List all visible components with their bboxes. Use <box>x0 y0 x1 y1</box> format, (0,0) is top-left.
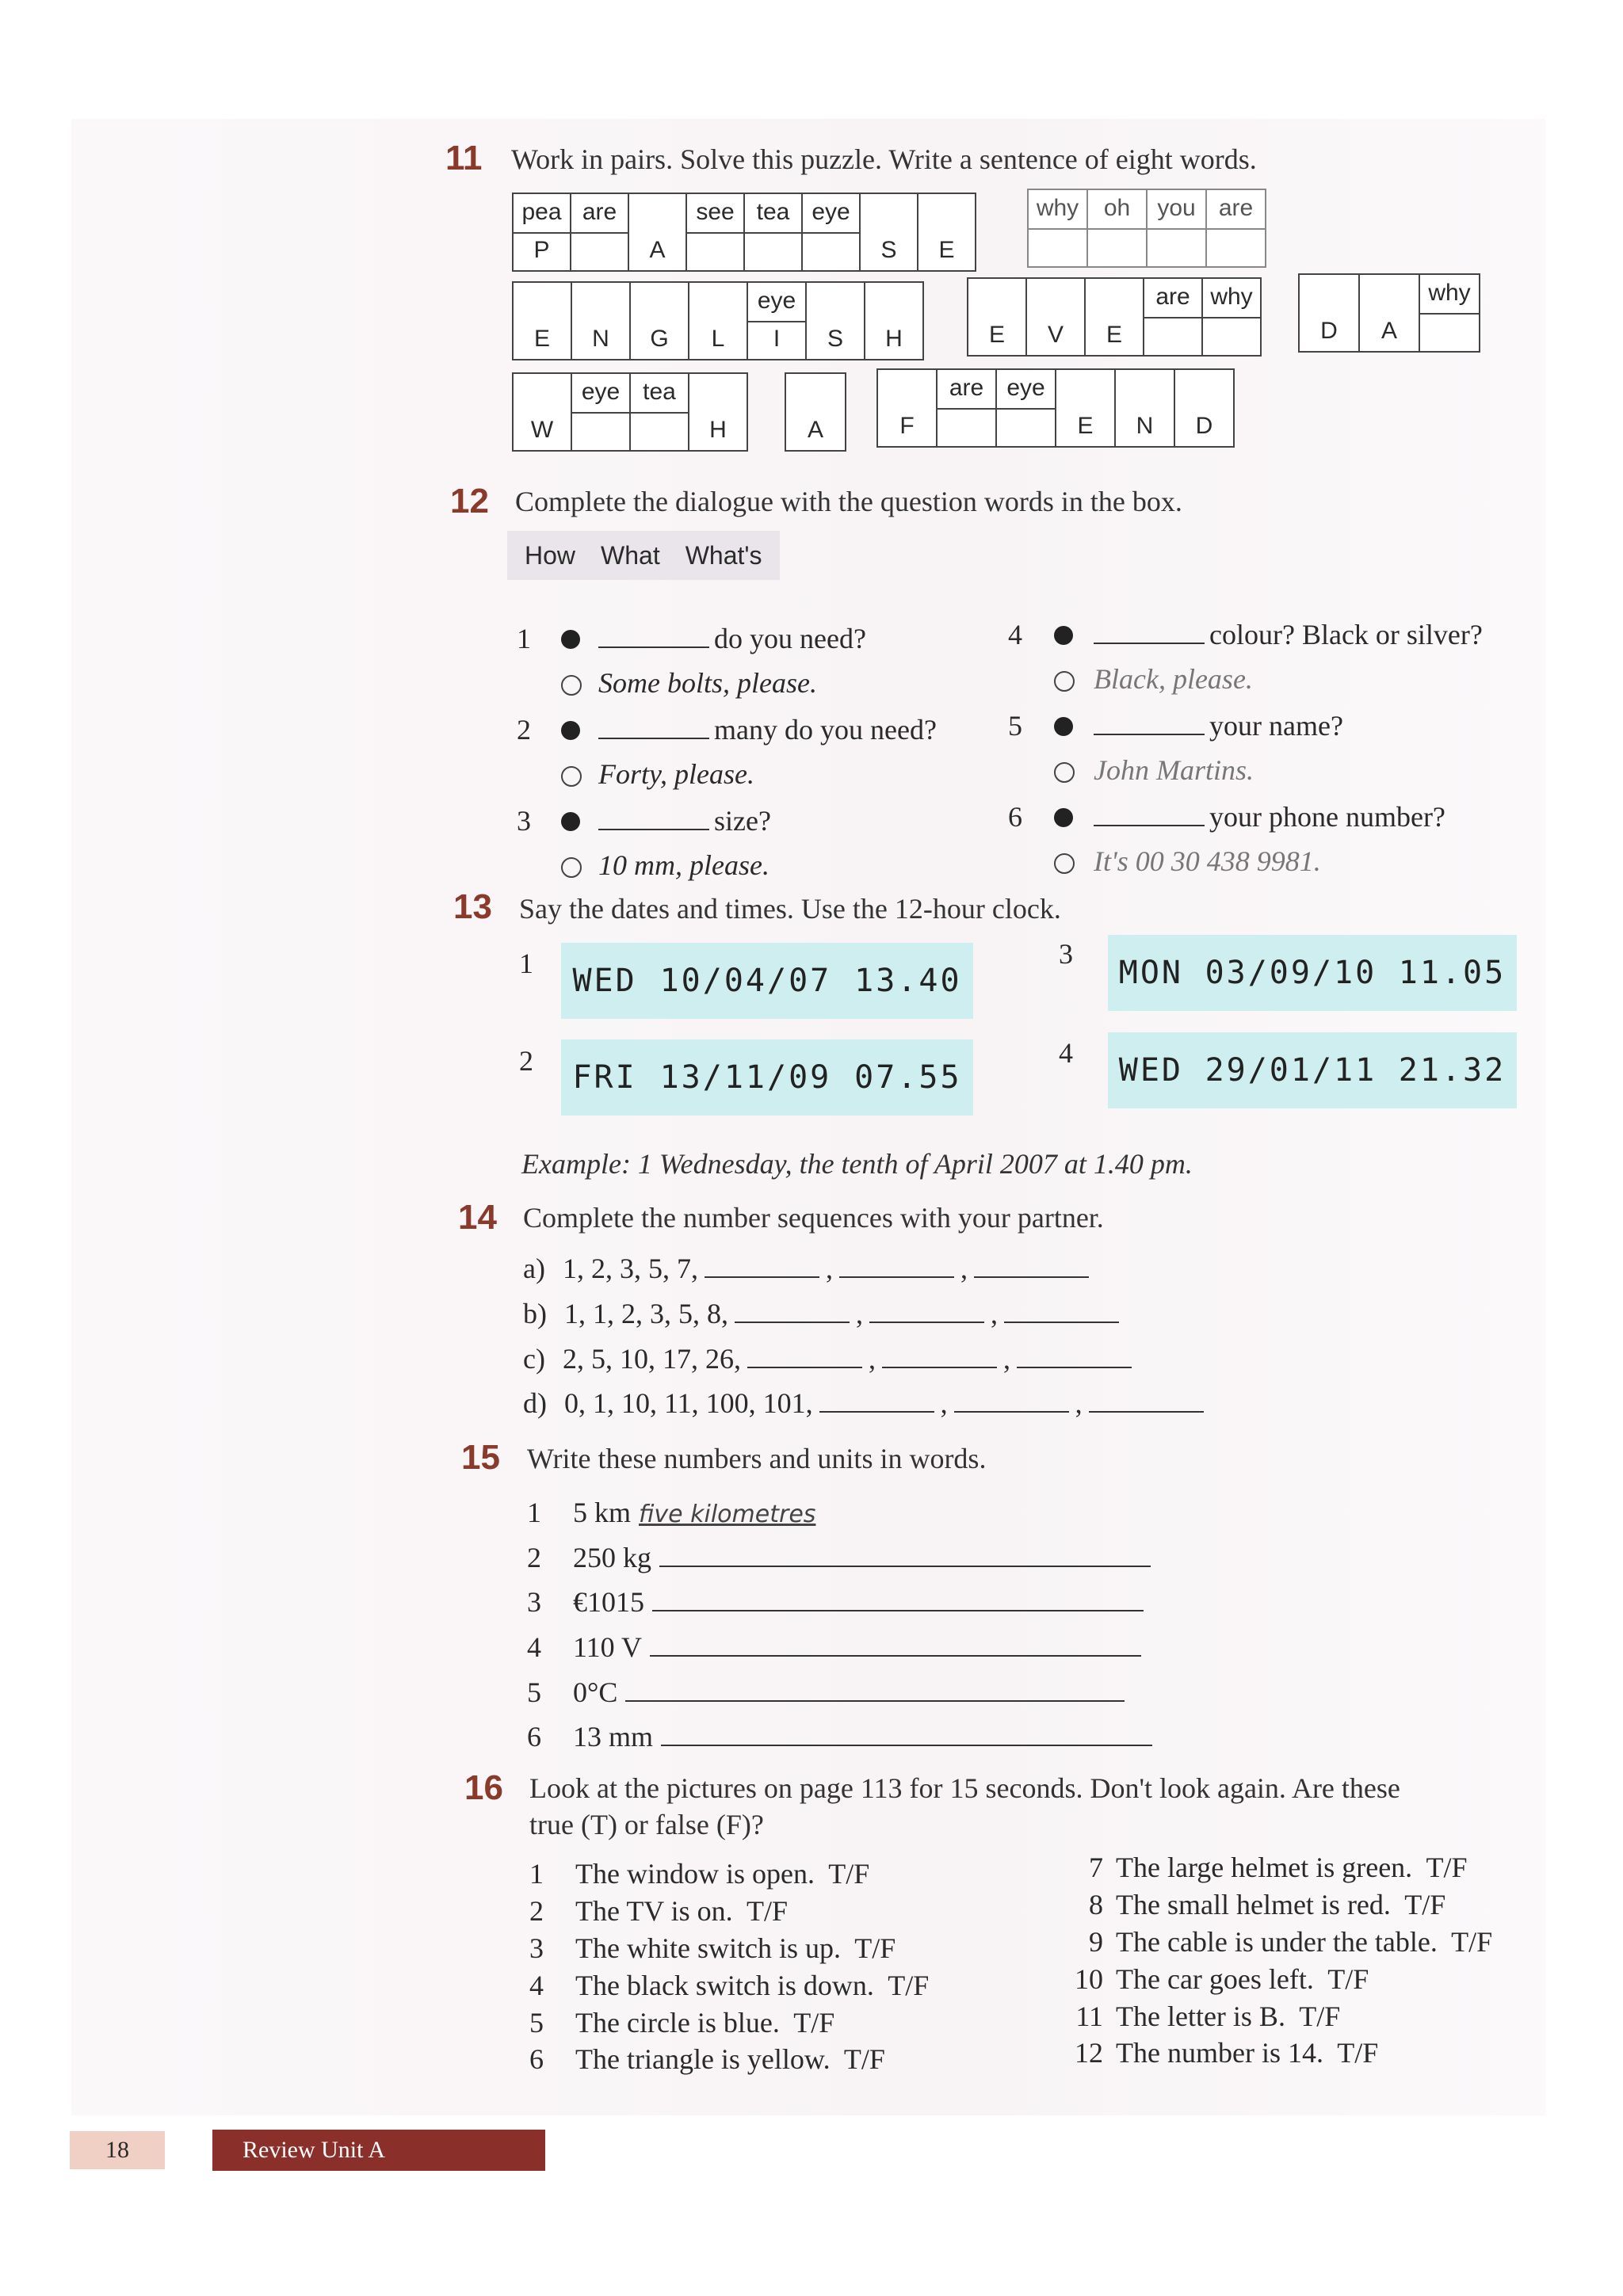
cell-syllable: eye <box>812 199 850 225</box>
true-false-item <box>529 2006 834 2039</box>
sequence-blank <box>1004 1298 1119 1323</box>
question-word-box <box>507 531 780 580</box>
sequence-blank <box>869 1298 984 1323</box>
sequence-label: d) <box>523 1387 547 1419</box>
cell-syllable: oh <box>1103 195 1131 221</box>
digital-clock-display <box>561 943 973 1019</box>
unit-row <box>527 1720 1152 1753</box>
puzzle-cell <box>512 193 571 272</box>
cell-syllable: why <box>1428 280 1471 306</box>
dialogue-question <box>598 622 866 655</box>
puzzle-group-4 <box>968 277 1262 357</box>
cell-syllable: see <box>696 199 735 225</box>
answer-blank <box>598 714 709 739</box>
puzzle-cell <box>876 368 938 448</box>
speaker-a-bullet-icon <box>561 721 580 740</box>
cell-divider <box>1420 313 1479 315</box>
clock-date: 13/11/09 <box>659 1059 832 1096</box>
comma-separator: , <box>868 1343 876 1375</box>
answer-blank <box>1094 710 1205 735</box>
dialogue-question <box>1094 618 1483 651</box>
cell-syllable: why <box>1210 284 1253 310</box>
speaker-a-bullet-icon <box>561 630 580 649</box>
unit-value: 110 V <box>573 1631 643 1663</box>
cell-divider <box>572 412 629 414</box>
sequence-blank <box>735 1298 850 1323</box>
puzzle-group-6 <box>514 372 748 452</box>
speaker-a-bullet-icon <box>1054 808 1073 827</box>
clock-day: WED <box>1118 1052 1184 1089</box>
true-false-item-number: 8 <box>1089 1889 1103 1920</box>
true-false-item-number: 6 <box>529 2043 544 2075</box>
comma-separator: , <box>825 1253 833 1284</box>
dialogue-question <box>598 713 937 746</box>
dialogue-question <box>1094 800 1445 833</box>
cell-letter: H <box>709 417 727 443</box>
clock-day: FRI <box>572 1059 637 1096</box>
cell-syllable: are <box>1218 195 1254 221</box>
cell-syllable: pea <box>521 199 562 225</box>
true-false-statement: The large helmet is green. T/F <box>1116 1852 1468 1883</box>
puzzle-cell <box>1055 368 1116 448</box>
puzzle-cell <box>628 193 687 272</box>
puzzle-cell <box>1358 273 1420 353</box>
unit-row <box>527 1585 1144 1619</box>
answer-blank <box>1094 801 1205 826</box>
cell-syllable: are <box>1155 284 1190 310</box>
true-false-item-number: 10 <box>1075 1963 1103 1995</box>
answer-blank <box>598 623 709 648</box>
exercise-11-instruction: Work in pairs. Solve this puzzle. Write a sentence of eight words. <box>511 143 1257 175</box>
sequence-blank <box>705 1253 819 1278</box>
answer-blank <box>598 805 709 830</box>
cell-syllable: eye <box>757 288 796 314</box>
puzzle-cell <box>688 281 748 360</box>
sequence-row <box>523 1297 1119 1330</box>
sequence-blank <box>882 1343 997 1368</box>
digital-clock-display <box>561 1039 973 1116</box>
cell-divider <box>1207 228 1265 230</box>
handwritten-answer: five kilometres <box>639 1501 816 1528</box>
puzzle-cell <box>801 193 861 272</box>
cell-divider <box>748 321 805 322</box>
answer-line <box>661 1721 1152 1746</box>
cell-divider <box>1148 228 1205 230</box>
question-text: size? <box>714 805 771 837</box>
puzzle-cell <box>571 281 631 360</box>
unit-value: €1015 <box>573 1586 644 1618</box>
puzzle-group-8 <box>878 368 1235 448</box>
true-false-item-number: 9 <box>1089 1926 1103 1958</box>
sequence-values: 0, 1, 10, 11, 100, 101, <box>564 1387 813 1419</box>
puzzle-group-5 <box>1300 273 1480 353</box>
cell-letter: A <box>1381 318 1397 344</box>
word-what: What <box>601 540 660 570</box>
true-false-item-number: 3 <box>529 1932 544 1964</box>
clock-date: 03/09/10 <box>1205 955 1377 991</box>
puzzle-cell <box>629 372 689 452</box>
sequence-blank <box>747 1343 862 1368</box>
exercise-13-instruction: Say the dates and times. Use the 12-hour clock. <box>519 893 1061 925</box>
cell-letter: D <box>1320 318 1338 344</box>
unit-value: 0°C <box>573 1676 618 1708</box>
cell-divider <box>745 232 801 234</box>
unit-item-number: 5 <box>527 1676 541 1708</box>
sequence-blank <box>839 1253 954 1278</box>
unit-value: 250 kg <box>573 1542 651 1573</box>
puzzle-cell <box>936 368 997 448</box>
clock-item-number: 3 <box>1059 938 1073 970</box>
puzzle-cell <box>805 281 865 360</box>
true-false-item <box>1046 1888 1445 1921</box>
speaker-b-bullet-icon <box>561 675 582 696</box>
digital-clock-display <box>1108 935 1517 1011</box>
puzzle-cell <box>859 193 918 272</box>
true-false-item <box>529 2042 885 2076</box>
puzzle-cell <box>917 193 976 272</box>
true-false-item-number: 4 <box>529 1970 544 2001</box>
unit-item-number: 3 <box>527 1586 541 1618</box>
cell-letter: D <box>1195 413 1213 439</box>
puzzle-cell <box>688 372 748 452</box>
question-text: your phone number? <box>1209 801 1445 833</box>
sequence-row <box>523 1252 1089 1285</box>
cell-divider <box>571 232 628 234</box>
true-false-statement: The black switch is down. T/F <box>575 1970 930 2001</box>
cell-syllable: why <box>1036 195 1079 221</box>
sequence-blank <box>1017 1343 1132 1368</box>
cell-letter: G <box>650 326 669 352</box>
exercise-11-number: 11 <box>445 139 483 177</box>
true-false-item-number: 1 <box>529 1858 544 1890</box>
puzzle-cell <box>747 281 807 360</box>
cell-divider <box>1144 317 1201 318</box>
cell-divider <box>938 408 995 410</box>
dialogue-item-number: 1 <box>517 623 531 654</box>
sequence-label: a) <box>523 1253 545 1284</box>
cell-letter: H <box>885 326 903 352</box>
sequence-label: b) <box>523 1298 547 1329</box>
exercise-16-number: 16 <box>464 1768 503 1807</box>
cell-letter: N <box>1136 413 1154 439</box>
true-false-item <box>529 1894 788 1928</box>
answer-line <box>652 1586 1144 1611</box>
comma-separator: , <box>1075 1387 1083 1419</box>
dialogue-item-number: 2 <box>517 714 531 746</box>
dialogue-answer: John Martins. <box>1094 754 1254 786</box>
puzzle-cell <box>1298 273 1360 353</box>
puzzle-cell <box>1084 277 1144 357</box>
dialogue-answer: Black, please. <box>1094 663 1253 695</box>
true-false-statement: The letter is B. T/F <box>1116 2000 1341 2032</box>
true-false-item-number: 2 <box>529 1895 544 1927</box>
answer-line <box>650 1631 1141 1657</box>
sequence-row <box>523 1386 1204 1420</box>
true-false-statement: The triangle is yellow. T/F <box>575 2043 885 2075</box>
cell-divider <box>687 232 743 234</box>
puzzle-cell <box>1205 189 1266 268</box>
clock-time: 07.55 <box>854 1059 962 1096</box>
exercise-13-example: Example: 1 Wednesday, the tenth of April 2007 at 1.40 pm. <box>521 1148 1193 1180</box>
puzzle-cell <box>685 193 745 272</box>
true-false-statement: The circle is blue. T/F <box>575 2007 835 2039</box>
answer-line <box>659 1542 1151 1567</box>
puzzle-group-7 <box>786 372 846 452</box>
comma-separator: , <box>1002 1343 1010 1375</box>
cell-letter: N <box>592 326 609 352</box>
unit-title: Review Unit A <box>212 2130 545 2171</box>
clock-time: 21.32 <box>1398 1052 1507 1089</box>
cell-letter: A <box>649 237 666 263</box>
cell-letter: V <box>1047 322 1064 348</box>
sequence-values: 2, 5, 10, 17, 26, <box>562 1343 741 1375</box>
comma-separator: , <box>960 1253 968 1284</box>
clock-time: 13.40 <box>854 963 962 999</box>
exercise-15-number: 15 <box>461 1438 500 1477</box>
speaker-a-bullet-icon <box>1054 717 1073 736</box>
unit-row <box>527 1496 815 1529</box>
clock-day: MON <box>1118 955 1184 991</box>
sequence-blank <box>954 1387 1069 1413</box>
true-false-statement: The car goes left. T/F <box>1116 1963 1369 1995</box>
question-text: many do you need? <box>714 714 937 746</box>
speaker-b-bullet-icon <box>1054 762 1075 783</box>
unit-row <box>527 1676 1125 1709</box>
dialogue-question <box>598 804 771 837</box>
puzzle-cell <box>629 281 689 360</box>
exercise-14-instruction: Complete the number sequences with your partner. <box>523 1202 1104 1234</box>
true-false-statement: The white switch is up. T/F <box>575 1932 896 1964</box>
clock-time: 11.05 <box>1398 955 1507 991</box>
dialogue-item-number: 6 <box>1008 801 1022 833</box>
exercise-16-instruction-line-1: Look at the pictures on page 113 for 15 seconds. Don't look again. Are these <box>529 1772 1400 1804</box>
speaker-b-bullet-icon <box>561 766 582 787</box>
cell-letter: E <box>533 326 550 352</box>
cell-syllable: eye <box>1006 375 1045 401</box>
dialogue-item-number: 5 <box>1008 710 1022 742</box>
puzzle-cell <box>512 372 572 452</box>
cell-letter: A <box>807 417 823 443</box>
sequence-row <box>523 1342 1132 1375</box>
puzzle-cell <box>864 281 924 360</box>
cell-letter: P <box>533 237 550 263</box>
cell-letter: I <box>773 326 781 352</box>
sequence-blank <box>819 1387 934 1413</box>
puzzle-cell <box>1146 189 1207 268</box>
puzzle-cell <box>1114 368 1175 448</box>
sequence-blank <box>1089 1387 1204 1413</box>
dialogue-item-number: 4 <box>1008 619 1022 650</box>
unit-value: 13 mm <box>573 1721 654 1753</box>
cell-divider <box>514 232 570 234</box>
cell-syllable: you <box>1157 195 1196 221</box>
clock-item-number: 2 <box>519 1045 533 1077</box>
word-how: How <box>525 540 576 570</box>
cell-syllable: eye <box>581 379 621 405</box>
true-false-item <box>529 1969 929 2002</box>
cell-divider <box>1203 317 1260 318</box>
dialogue-question <box>1094 709 1343 742</box>
cell-letter: L <box>711 326 725 352</box>
puzzle-group-3 <box>514 281 924 360</box>
question-text: your name? <box>1209 710 1343 742</box>
speaker-b-bullet-icon <box>561 857 582 878</box>
true-false-item <box>1046 1962 1369 1996</box>
speaker-a-bullet-icon <box>1054 626 1073 645</box>
cell-divider <box>997 408 1055 410</box>
answer-line <box>625 1676 1125 1702</box>
true-false-item-number: 12 <box>1075 2037 1103 2069</box>
exercise-12-number: 12 <box>450 482 489 521</box>
true-false-statement: The window is open. T/F <box>575 1858 870 1890</box>
unit-value: 5 km <box>573 1497 632 1528</box>
sequence-values: 1, 1, 2, 3, 5, 8, <box>564 1298 728 1329</box>
unit-item-number: 1 <box>527 1497 541 1528</box>
unit-item-number: 4 <box>527 1631 541 1663</box>
puzzle-cell <box>512 281 572 360</box>
clock-item-number: 4 <box>1059 1037 1073 1069</box>
cell-letter: F <box>899 413 915 439</box>
comma-separator: , <box>856 1298 863 1329</box>
speaker-b-bullet-icon <box>1054 853 1075 874</box>
unit-item-number: 2 <box>527 1542 541 1573</box>
puzzle-cell <box>571 372 631 452</box>
unit-item-number: 6 <box>527 1721 541 1753</box>
cell-letter: E <box>1077 413 1094 439</box>
true-false-statement: The TV is on. T/F <box>575 1895 789 1927</box>
true-false-item-number: 7 <box>1089 1852 1103 1883</box>
true-false-statement: The cable is under the table. T/F <box>1116 1926 1493 1958</box>
puzzle-cell <box>570 193 629 272</box>
true-false-item <box>529 1857 869 1890</box>
sequence-values: 1, 2, 3, 5, 7, <box>562 1253 698 1284</box>
cell-letter: S <box>880 237 897 263</box>
cell-letter: E <box>988 322 1005 348</box>
true-false-item-number: 11 <box>1075 2000 1103 2032</box>
dialogue-item-number: 3 <box>517 805 531 837</box>
cell-divider <box>803 232 859 234</box>
puzzle-group-1 <box>514 193 976 272</box>
true-false-statement: The small helmet is red. T/F <box>1116 1889 1446 1920</box>
cell-divider <box>631 412 688 414</box>
speaker-a-bullet-icon <box>561 812 580 831</box>
puzzle-cell <box>1174 368 1235 448</box>
clock-day: WED <box>572 963 637 999</box>
exercise-15-instruction: Write these numbers and units in words. <box>527 1443 987 1474</box>
puzzle-cell <box>995 368 1056 448</box>
digital-clock-display <box>1108 1032 1517 1108</box>
puzzle-cell <box>1086 189 1148 268</box>
true-false-item <box>1046 2000 1340 2033</box>
dialogue-answer: It's 00 30 438 9981. <box>1094 845 1321 877</box>
puzzle-cell <box>1027 189 1088 268</box>
sequence-blank <box>974 1253 1089 1278</box>
puzzle-group-2 <box>1029 189 1266 268</box>
comma-separator: , <box>940 1387 948 1419</box>
question-text: do you need? <box>714 623 866 654</box>
exercise-13-number: 13 <box>453 887 492 926</box>
dialogue-answer: 10 mm, please. <box>598 849 769 881</box>
unit-row <box>527 1630 1141 1664</box>
puzzle-cell <box>1201 277 1262 357</box>
cell-letter: S <box>827 326 843 352</box>
puzzle-cell <box>967 277 1027 357</box>
true-false-item <box>1046 2036 1378 2069</box>
exercise-14-number: 14 <box>458 1198 497 1237</box>
true-false-item-number: 5 <box>529 2007 544 2039</box>
clock-date: 29/01/11 <box>1205 1052 1377 1089</box>
cell-letter: E <box>938 237 955 263</box>
cell-syllable: are <box>949 375 984 401</box>
clock-item-number: 1 <box>519 948 533 979</box>
cell-letter: W <box>530 417 554 443</box>
dialogue-answer: Some bolts, please. <box>598 667 817 699</box>
puzzle-cell <box>1419 273 1480 353</box>
exercise-12-instruction: Complete the dialogue with the question words in the box. <box>515 486 1182 517</box>
page-number: 18 <box>70 2131 165 2169</box>
comma-separator: , <box>991 1298 998 1329</box>
puzzle-cell <box>1143 277 1203 357</box>
answer-blank <box>1094 619 1205 644</box>
cell-divider <box>1029 228 1086 230</box>
clock-date: 10/04/07 <box>659 963 832 999</box>
question-text: colour? Black or silver? <box>1209 619 1483 650</box>
cell-divider <box>1088 228 1146 230</box>
true-false-item <box>529 1932 896 1965</box>
sequence-label: c) <box>523 1343 545 1375</box>
true-false-item <box>1046 1925 1492 1958</box>
speaker-b-bullet-icon <box>1054 671 1075 692</box>
word-whats: What's <box>685 540 762 570</box>
cell-syllable: tea <box>756 199 790 225</box>
exercise-16-instruction-line-2: true (T) or false (F)? <box>529 1809 764 1840</box>
true-false-statement: The number is 14. T/F <box>1116 2037 1379 2069</box>
true-false-item <box>1046 1851 1468 1884</box>
cell-syllable: are <box>582 199 617 225</box>
cell-letter: E <box>1106 322 1122 348</box>
puzzle-cell <box>1025 277 1086 357</box>
cell-syllable: tea <box>643 379 676 405</box>
puzzle-cell <box>743 193 803 272</box>
puzzle-cell <box>785 372 846 452</box>
dialogue-answer: Forty, please. <box>598 758 754 790</box>
unit-row <box>527 1541 1151 1574</box>
